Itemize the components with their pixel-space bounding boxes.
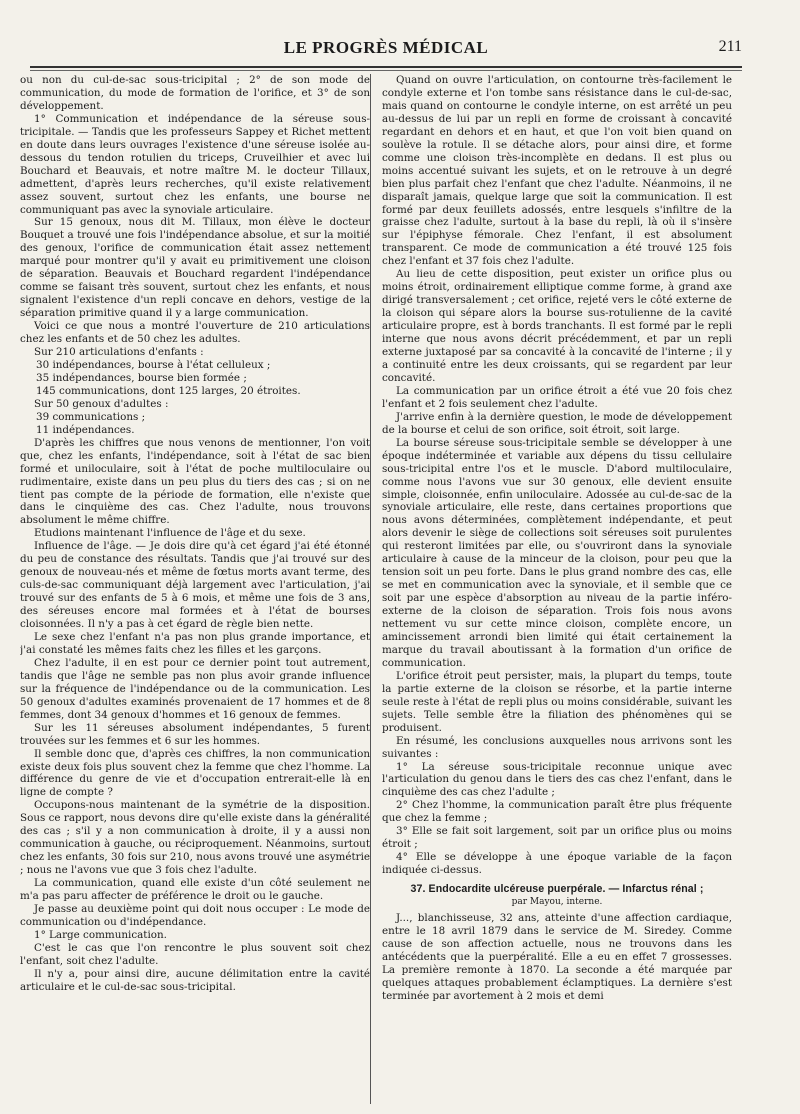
paragraph: Occupons-nous maintenant de la symétrie de la disposition. Sous ce rapport, nous devons dire qu'elle existe dans la généralité des cas ; s'il y a non communication à droite, il y a aussi non communication à gauche, ou réciproquement. Néanmoins, surtout chez les enfants, 30 fois sur 210, nous avons trouvé une asymétrie ; nous ne l'avons vue que 3 fois chez l'adulte. [20,799,370,877]
paragraph: ou non du cul-de-sac sous-tricipital ; 2° de son mode de communication, du mode de formation de l'orifice, et 3° de son développement. [20,74,370,112]
list-item: 30 indépendances, bourse à l'état celluleux ; [36,358,271,371]
left-column [20,74,370,1102]
header-rule-thin [30,70,742,71]
paragraph: Chez l'adulte, il en est pour ce dernier point tout autrement, tandis que l'âge ne semble pas non plus avoir grande influence sur la fréquence de l'indépendance ou de la communication. Les 50 genoux d'adultes examinés provenaient de 17 hommes et de 8 femmes, dont 34 genoux d'hommes et 16 genoux de femmes. [20,656,370,721]
conclusion-item: 3° Elle se fait soit largement, soit par un orifice plus ou moins étroit ; [382,825,732,851]
paragraph: D'après les chiffres que nous venons de mentionner, l'on voit que, chez les enfants, l'indépendance, soit à l'état de sac bien formé et uniloculaire, soit à l'état de poche multiloculaire ou rudimentaire, existe dans un peu plus du tiers des cas ; si on ne tient pas compte de la période de formation, elle n'existe que dans le cinquième des cas. Chez l'adulte, nous trouvons absolument le même chiffre. [20,436,370,527]
list-item: 11 indépendances. [36,423,135,436]
running-header [30,30,742,68]
list-item: 39 communications ; [36,410,146,423]
list-heading: Sur 210 articulations d'enfants : [34,346,204,359]
paragraph: Au lieu de cette disposition, peut exister un orifice plus ou moins étroit, ordinairement elliptique comme forme, à grand axe dirigé transversalement ; cet orifice, rejeté vers le côté externe de la cloison qui sépare alors la bourse sus-rotulienne de la cavité articulaire propre, est à bords tranchants. Il est formé par le repli interne que nous avons décrit précédemment, et par un repli externe juxtaposé par sa concavité à la concavité de l'interne ; il y a continuité entre les deux croissants, qui se regardent par leur concavité. [382,268,732,384]
journal-title: LE PROGRÈS MÉDICAL [283,38,489,57]
conclusion-item: 2° Chez l'homme, la communication paraît être plus fréquente que chez la femme ; [382,799,732,825]
paragraph: La communication par un orifice étroit a été vue 20 fois chez l'enfant et 2 fois seulement chez l'adulte. [382,384,732,410]
paragraph: Je passe au deuxième point qui doit nous occuper : Le mode de communication ou d'indépendance. [20,903,370,928]
paragraph: C'est le cas que l'on rencontre le plus souvent soit chez l'enfant, soit chez l'adulte. [20,941,370,967]
section-paragraph: 1° Communication et indépendance de la séreuse sous-tricipitale. — Tandis que les professeurs Sappey et Richet mettent en doute dans leurs ouvrages l'existence d'une séreuse isolée au-dessous du tendon rotulien du triceps, Cruveilhier et avec lui Bouchard et Beauvais, et notre maître M. le docteur Tillaux, admettent, d'après leurs recherches, qu'il existe relativement assez souvent, surtout chez les enfants, une bourse ne communiquant pas avec la synoviale articulaire. [20,112,370,216]
paragraph: 1° Large communication. [34,928,167,941]
paragraph: En résumé, les conclusions auxquelles nous arrivons sont les suivantes : [382,734,732,760]
paragraph: Sur les 11 séreuses absolument indépendantes, 5 furent trouvées sur les femmes et 6 sur les hommes. [20,721,370,747]
paragraph: Il n'y a, pour ainsi dire, aucune délimitation entre la cavité articulaire et le cul-de-sac sous-tricipital. [20,967,370,993]
page-number: 211 [718,38,742,55]
paragraph: J..., blanchisseuse, 32 ans, atteinte d'une affection cardiaque, entre le 18 avril 1879 dans le service de M. Siredey. Comme cause de son affection actuelle, nous ne trouvons dans les antécédents que la puerpéralité. Elle a eu en effet 7 grossesses. La première remonte à 1870. La seconde a été marquée par quelques attaques probablement éclamptiques. La dernière s'est terminée par avortement à 2 mois et demi [382,912,732,1002]
paragraph: Quand on ouvre l'articulation, on contourne très-facilement le condyle externe et l'on tombe sans résistance dans le cul-de-sac, mais quand on contourne le condyle interne, on est arrêté un peu au-dessus de lui par un repli en forme de croissant à concavité regardant en dehors et en haut, et que l'on voit bien quand on soulève la rotule. Il se détache alors, pour ainsi dire, et forme comme une cloison très-incomplète en dedans. Il est plus ou moins accentué suivant les sujets, et on le retrouve à un degré bien plus parfait chez l'enfant que chez l'adulte. Néanmoins, il ne disparaît jamais, quelque large que soit la communication. Il est formé par deux feuillets adossés, entre lesquels s'infiltre de la graisse chez l'adulte, surtout à la base du repli, là où il s'insère sur l'épiphyse fémorale. Chez l'enfant, il est absolument transparent. Ce mode de communication a été trouvé 125 fois chez l'enfant et 37 fois chez l'adulte. [382,74,732,268]
paragraph: Voici ce que nous a montré l'ouverture de 210 articulations chez les enfants et de 50 chez les adultes. [20,320,370,346]
list-heading: Sur 50 genoux d'adultes : [34,397,169,410]
section-paragraph: Influence de l'âge. — Je dois dire qu'à cet égard j'ai été étonné du peu de constance des résultats. Tandis que j'ai trouvé sur des genoux de nouveau-nés et même de fœtus morts avant terme, des culs-de-sac communiquant déjà largement avec l'articulation, j'ai trouvé sur des enfants de 5 à 6 mois, et même une fois de 3 ans, des séreuses encore mal formées et à l'état de bourses cloisonnées. Il n'y a pas à cet égard de règle bien nette. [20,540,370,631]
conclusion-item: 1° La séreuse sous-tricipitale reconnue unique avec l'articulation du genou dans le tiers des cas chez l'enfant, dans le cinquième des cas chez l'adulte ; [382,760,732,799]
paragraph: Sur 15 genoux, nous dit M. Tillaux, mon élève le docteur Bouquet a trouvé une fois l'indépendance absolue, et sur la moitié des genoux, l'orifice de communication était assez nettement marqué pour montrer qu'il y avait eu primitivement une cloison de séparation. Beauvais et Bouchard regardent l'indépendance comme se faisant très souvent, surtout chez les enfants, et nous signalent l'existence d'un repli concave en dehors, vestige de la séparation primitive quand il y a large communication. [20,216,370,320]
list-item: 35 indépendances, bourse bien formée ; [36,371,247,384]
paragraph: L'orifice étroit peut persister, mais, la plupart du temps, toute la partie externe de la cloison se résorbe, et la partie interne seule reste à l'état de repli plus ou moins considérable, suivant les sujets. Telle semble être la filiation des phénomènes qui se produisent. [382,669,732,734]
column-divider [370,74,371,1104]
paragraph: La communication, quand elle existe d'un côté seulement ne m'a pas paru affecter de préférence le droit ou le gauche. [20,877,370,903]
paragraph: La bourse séreuse sous-tricipitale semble se développer à une époque indéterminée et variable aux dépens du tissu cellulaire sous-tricipital entre l'os et le muscle. D'abord multiloculaire, comme nous l'avons vue sur 30 genoux, elle devient ensuite simple, cloisonnée, enfin uniloculaire. Adossée au cul-de-sac de la synoviale articulaire, elle reste, dans certaines proportions que nous avons déterminées, complètement indépendante, et peut alors devenir le siège de collections soit séreuses soit purulentes qui resteront limitées par elle, ou s'ouvriront dans la synoviale articulaire à cause de la minceur de la cloison, pour peu que la tension soit un peu forte. Dans le plus grand nombre des cas, elle se met en communication avec la synoviale, et il semble que ce soit par une espèce d'absorption au niveau de la partie inféro-externe de la cloison de séparation. Trois fois nous avons nettement vu sur cette mince cloison, complète encore, un amincissement arrondi bien limité qui était certainement la marque du travail aboutissant à la formation d'un orifice de communication. [382,436,732,669]
right-column [382,74,732,1102]
case-title: 37. Endocardite ulcéreuse puerpérale. — Infarctus rénal ; [410,883,704,896]
paragraph: J'arrive enfin à la dernière question, le mode de développement de la bourse et celui de son orifice, soit étroit, soit large. [382,410,732,436]
list-item: 145 communications, dont 125 larges, 20 étroites. [36,384,301,397]
conclusion-item: 4° Elle se développe à une époque variable de la façon indiquée ci-dessus. [382,851,732,877]
paragraph: Le sexe chez l'enfant n'a pas non plus grande importance, et j'ai constaté les mêmes faits chez les filles et les garçons. [20,630,370,656]
header-rule [30,66,742,68]
paragraph: Il semble donc que, d'après ces chiffres, la non communication existe deux fois plus souvent chez la femme que chez l'homme. La différence du genre de vie et d'occupation entrerait-elle là en ligne de compte ? [20,747,370,799]
paragraph: Etudions maintenant l'influence de l'âge et du sexe. [34,527,306,540]
case-author: par Mayou, interne. [511,897,603,908]
